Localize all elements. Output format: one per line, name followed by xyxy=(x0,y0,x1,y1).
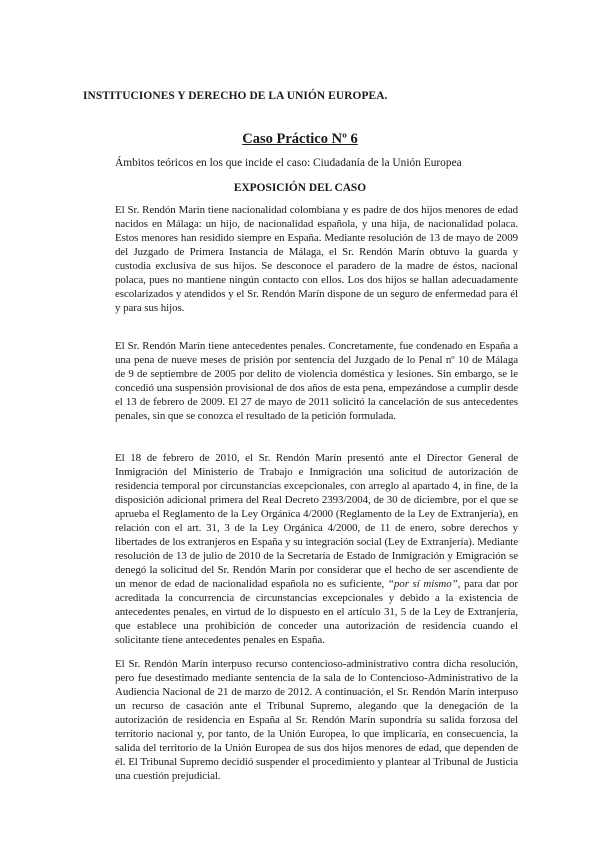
application-details-text: del Ministerio de Trabajo e Inmigración una solicitud de autorización de residencia temporal por circunstancias excepcionales, con arreglo al apartado 4, in fine, de la disposición adicional primera del Real Decreto 2393/2004, de 30 de diciembre, por el que se aprueba el Reglamento de la Ley Orgánica 4/2000 (Reglamento de la Ley de Extranjería), en relación con el art. 31, 3 de la Ley Orgánica 4/2000, de 11 de enero, sobre derechos y libertades de los extranjeros en España y su integración social (Ley de Extranjería). Mediante resolución de 13 de julio de 2010 de la xyxy=(115,466,518,562)
highlighted-denial-text: Secretaría de Estado de Inmigración y Emigración se denegó la solicitud del Sr. Rendón Marín xyxy=(115,550,518,576)
course-header: INSTITUCIONES Y DERECHO DE LA UNIÓN EUROPEA. xyxy=(83,90,388,102)
paragraph-facts-family: El Sr. Rendón Marín tiene nacionalidad colombiana y es padre de dos hijos menores de edad nacidos en Málaga: un hijo, de nacionalidad española, y una hija, de nacionalidad polaca. Estos menores han residido siempre en España. Mediante resolución de 13 de mayo de 2009 del Juzgado de Primera Instancia de Málaga, el Sr. Rendón Marín obtuvo la guarda y custodia exclusiva de sus hijos. Se desconoce el paradero de la madre de éstos, nacional polaca, pues no mantiene ningún contacto con ellos. Los dos hijos se hallan adecuadamente escolarizados y atendidos y el Sr. Rendón Marín dispone de un seguro de enfermedad para él y para sus hijos. xyxy=(115,204,518,314)
denial-reason-text: por considerar que el hecho de ser ascendiente de un menor de edad de nacionalidad española no es suficiente, xyxy=(115,564,519,590)
section-title: EXPOSICIÓN DEL CASO xyxy=(233,182,367,194)
paragraph-residence-application xyxy=(115,451,518,647)
paragraph-appeal: El Sr. Rendón Marín interpuso recurso contencioso-administrativo contra dicha resolución, pero fue desestimado mediante sentencia de la sala de lo Contencioso-Administrativo de la Audiencia Nacional de 21 de marzo de 2012. A continuación, el Sr. Rendón Marín interpuso un recurso de casación ante el Tribunal Supremo, alegando que la denegación de la autorización de residencia en España al Sr. Rendón Marín supondría su salida forzosa del territorio nacional y, por tanto, de la Unión Europea, lo que implicaría, en consecuencia, la salida del territorio de la Unión Europea de sus dos hijos menores de edad, que dependen de él. El Tribunal Supremo decidió suspender el procedimiento y plantear al Tribunal de Justicia una cuestión prejudicial. xyxy=(115,658,518,782)
denial-basis-text: , para dar por acreditada la concurrencia de circunstancias excepcionales y debido a la existencia de antecedentes penales, en virtud de lo dispuesto en el artículo 31, 5 de la Ley de Extranjería, que establece una prohibición de conceder una autorización de residencia cuando el solicitante tiene antecedentes penales en España. xyxy=(115,578,518,646)
case-body xyxy=(115,203,519,782)
highlighted-application-text: El 18 de febrero de 2010, el Sr. Rendón Marín presentó ante el Director General de Inmigración xyxy=(115,452,518,478)
paragraph-criminal-record: El Sr. Rendón Marín tiene antecedentes penales. Concretamente, fue condenado en España a una pena de nueve meses de prisión por sentencia del Juzgado de lo Penal nº 10 de Málaga de 9 de septiembre de 2005 por delito de violencia doméstica y lesiones. Sin embargo, se le concedió una suspensión provisional de dos años de esta pena, empezándose a cumplir desde el 13 de febrero de 2009. El 27 de mayo de 2011 solicitó la cancelación de sus antecedentes penales, sin que se conozca el resultado de la petición formulada. xyxy=(115,340,518,422)
case-scope: Ámbitos teóricos en los que incide el caso: Ciudadanía de la Unión Europea xyxy=(115,157,462,169)
quoted-phrase: “por sí mismo” xyxy=(387,578,458,590)
case-title: Caso Práctico Nº 6 xyxy=(242,131,358,147)
